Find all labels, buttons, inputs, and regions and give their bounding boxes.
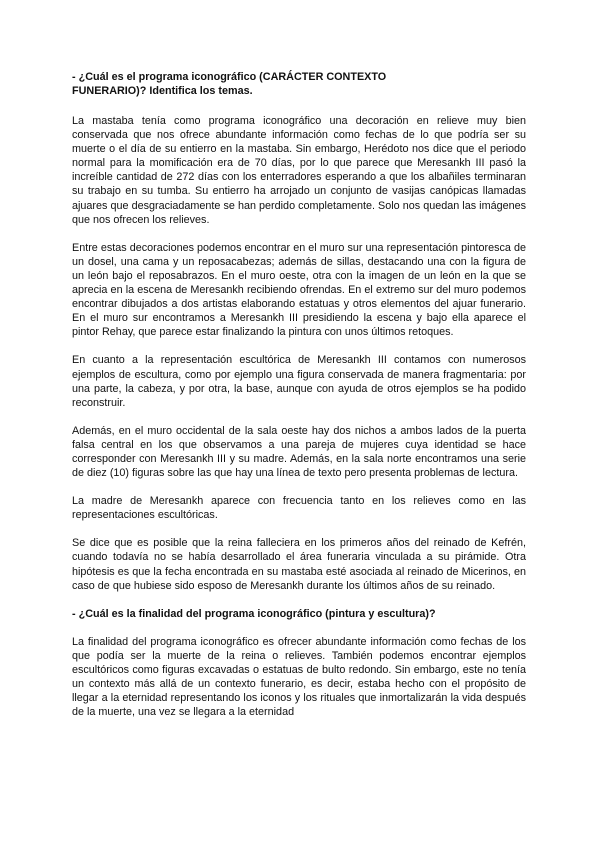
paragraph-death-hypothesis: Se dice que es posible que la reina falleciera en los primeros años del reinado de Kefrén, cuando todavía no se había desarrollado el área funeraria vinculada a su pirámide. Otra hipótesis es que la fecha encontrada en su mastaba esté asociada al reinado de Micerinos, en caso de que hubiese sido esposo de Meresankh durante los últimos años de su reinado. <box>72 537 526 592</box>
paragraph-mastaba-decoration: La mastaba tenía como programa iconográfico una decoración en relieve muy bien conservada que nos ofrece abundante información como fechas de lo que podría ser su muerte o el día de su entierro en la mastaba. Sin embargo, Herédoto nos dice que el periodo normal para la momificación era de 70 días, por lo que parece que Meresankh III pasó la increíble cantidad de 272 días con los enterradores esperando a que los albañiles terminaran su trabajo en su tumba. Su entierro ha arrojado un conjunto de vasijas canópicas llamadas ajuares que desgraciadamente se han perdido completamente. Solo nos quedan las imágenes que nos ofrecen los relieves. <box>72 115 526 226</box>
paragraph-purpose: La finalidad del programa iconográfico es ofrecer abundante información como fechas de los que podía ser la muerte de la reina o relieves. También podemos encontrar ejemplos escultóricos como figuras excavadas o estatuas de bulto redondo. Sin embargo, este no tenía un contexto más allá de un contexto funerario, es decir, estaba hecho con el propósito de llegar a la eternidad representando los iconos y los rituales que inmortalizarán la vida después de la muerte, una vez se llegara a la eternidad <box>72 635 526 719</box>
paragraph-sculpture: En cuanto a la representación escultórica de Meresankh III contamos con numerosos ejemplos de escultura, como por ejemplo una figura conservada de manera fragmentaria: por una parte, la cabeza, y por otra, la base, aunque con ayuda de otros ejemplos se ha podido reconstruir. <box>72 354 526 409</box>
question-heading-1: - ¿Cuál es el programa iconográfico (CARÁCTER CONTEXTO FUNERARIO)? Identifica los temas. <box>72 71 387 97</box>
paragraph-wall-decorations: Entre estas decoraciones podemos encontrar en el muro sur una representación pintoresca de un dosel, una cama y un reposacabezas; además de sillas, destacando una con la figura de un león bajo el reposabrazos. En el muro oeste, otra con la imagen de un león en la que se aprecia en la escena de Meresankh recibiendo ofrendas. En el extremo sur del muro podemos encontrar dibujados a dos artistas elaborando estatuas y otros elementos del ajuar funerario. En el muro sur encontramos a Meresankh III presidiendo la escena y bajo ella aparece el pintor Rehay, que parece estar finalizando la pintura con unos últimos retoques. <box>72 241 526 339</box>
paragraph-west-room-niches: Además, en el muro occidental de la sala oeste hay dos nichos a ambos lados de la puerta falsa central en los que observamos a una pareja de mujeres cuya identidad se hace corresponder con Meresankh III y su madre. Además, en la sala norte encontramos una serie de diez (10) figuras sobre las que hay una línea de texto pero presenta problemas de lectura. <box>72 424 526 480</box>
question-heading-2: - ¿Cuál es la finalidad del programa iconográfico (pintura y escultura)? <box>72 607 436 620</box>
document-page <box>72 70 526 733</box>
paragraph-mother: La madre de Meresankh aparece con frecuencia tanto en los relieves como en las representaciones escultóricas. <box>72 495 526 522</box>
